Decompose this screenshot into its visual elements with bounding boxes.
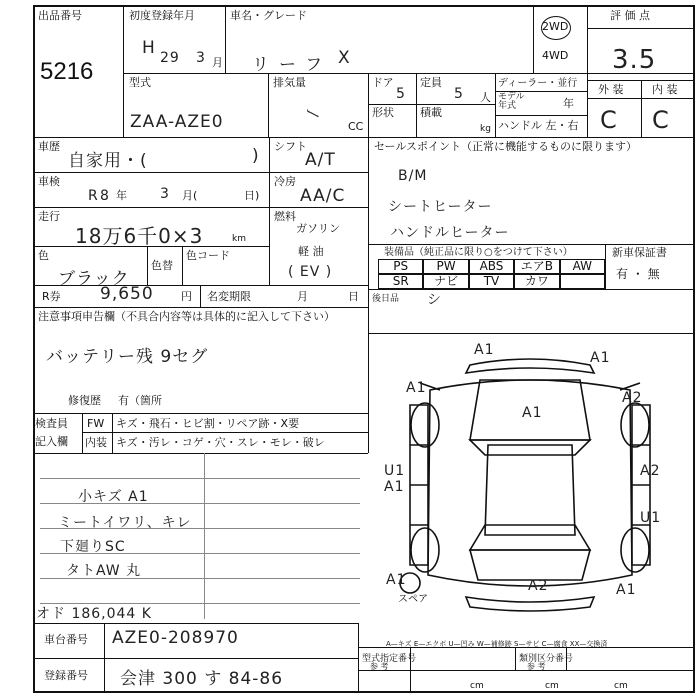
plate-value: 会津 300 す 84-86 (120, 669, 284, 689)
inspection-year: 8 (100, 188, 110, 204)
model-year-unit: 年 (563, 97, 574, 110)
inspection-era: R (88, 188, 99, 204)
mark-front-right: A1 (590, 350, 611, 366)
fuel-label: 燃料 (274, 210, 296, 223)
interior-score: C (652, 106, 670, 134)
sales-point-3: ハンドルヒーター (390, 225, 510, 241)
ac-value: AA/C (300, 186, 346, 206)
grid-line (269, 137, 270, 285)
inspection-year-unit: 年 (116, 189, 127, 202)
grid-line (268, 73, 269, 137)
displacement-value: ー (299, 101, 326, 128)
warranty-label: 新車保証書 (612, 246, 667, 259)
repair-history-label: 修復歴 (68, 394, 101, 407)
cm-3: cm (614, 681, 628, 691)
yen-unit: 円 (181, 290, 192, 303)
fuel-light-oil: 軽 油 (298, 245, 324, 258)
odometer-note: オド 186,044 K (36, 606, 152, 622)
handle-label: ハンドル 左・右 (498, 119, 579, 132)
grid-line (104, 623, 105, 693)
equipment-item: ABS (469, 259, 514, 274)
grid-line (225, 5, 226, 73)
grid-line (123, 5, 124, 137)
repair-history-value: 有（箇所 (118, 394, 162, 407)
score-value: 3.5 (612, 45, 657, 75)
displacement-label: 排気量 (273, 76, 306, 89)
grid-line (358, 623, 359, 693)
sales-point-label: セールスポイント（正常に機能するものに限ります） (374, 140, 638, 153)
ac-label: 冷房 (274, 175, 296, 188)
lot-label: 出品番号 (38, 9, 82, 22)
grid-line (33, 453, 368, 454)
equipment-item: ナビ (423, 274, 468, 289)
type-ref: 参 考 (370, 662, 389, 671)
sales-point-2: シートヒーター (388, 199, 493, 215)
warranty-value: 有 ・ 無 (616, 267, 660, 281)
grid-line (495, 73, 496, 137)
rear-items-label: 後日品 (372, 294, 400, 304)
grid-line (368, 244, 695, 245)
grid-line (368, 73, 369, 137)
grid-line (204, 453, 205, 619)
grid-line (533, 5, 534, 73)
seats-value: 5 (454, 86, 464, 102)
cc-unit: CC (348, 120, 364, 133)
cm-2: cm (545, 681, 559, 691)
inspection-month-unit: 月( (182, 189, 198, 202)
first-registration-year: 29 (160, 50, 180, 66)
fuel-ev: ( EV ) (288, 264, 333, 280)
grid-line (33, 658, 358, 659)
mark-left-side: U1 A1 (384, 463, 406, 495)
grid-line (33, 623, 358, 624)
color-change-label: 色替 (151, 259, 173, 272)
mark-rear-center: A2 (528, 578, 549, 594)
chassis-label: 車台番号 (44, 633, 88, 646)
shift-value: A/T (305, 150, 336, 170)
class-designation-label: 類別区分番号 (519, 654, 574, 664)
grid-line (495, 115, 587, 116)
grid-line (200, 285, 201, 307)
inspector-row2: キズ・汚レ・コゲ・穴・スレ・モレ・破レ (116, 436, 325, 449)
mark-left-fender: A1 (406, 380, 427, 396)
grid-line (33, 207, 368, 208)
color-value: ブラック (58, 269, 130, 289)
history-close: ) (252, 146, 260, 166)
remark-2: ミートイワリ、キレ (58, 515, 192, 531)
shape-label: 形状 (372, 106, 394, 119)
model-value: ZAA-AZE0 (130, 112, 224, 132)
recycle-label: R券 (42, 290, 61, 303)
grid-line (147, 246, 148, 285)
rear-items-value: シ (427, 292, 442, 308)
model-year-label: モデル 年式 (498, 92, 525, 111)
grid-line (112, 413, 113, 453)
inspector-fw: FW (87, 417, 105, 430)
remark-4: タトAW 丸 (66, 563, 142, 579)
lot-number: 5216 (40, 58, 94, 85)
history-label: 車歴 (38, 140, 60, 153)
cm-1: cm (470, 681, 484, 691)
mark-hood: A1 (522, 405, 543, 421)
interior-label: 内 装 (652, 83, 678, 96)
color-label: 色 (38, 249, 49, 262)
spare-label: スペア (398, 594, 428, 605)
km-unit: km (232, 234, 246, 244)
grid-line (368, 307, 369, 453)
inspector-interior: 内装 (85, 436, 107, 449)
equipment-item: カワ (514, 274, 559, 289)
exterior-label: 外 装 (598, 83, 624, 96)
equipment-item: エアB (514, 259, 559, 274)
entry-label: 記入欄 (35, 435, 68, 448)
damage-legend: A—キズ E—エクボ U—凹み W—補修跡 S—サビ C—腐食 XX—交換済 (386, 640, 608, 648)
equipment-item: TV (469, 274, 514, 289)
grid-line (33, 307, 368, 308)
grid-line (587, 28, 695, 29)
grid-line (641, 80, 642, 137)
doors-label: ドア (372, 76, 394, 89)
mileage-value: 18万6千0×3 (75, 224, 204, 248)
mark-right-rear-door: U1 (640, 510, 662, 526)
shift-label: シフト (274, 140, 307, 153)
grid-line (605, 244, 606, 289)
equipment-item: AW (560, 259, 605, 274)
mileage-label: 走行 (38, 210, 60, 223)
mark-right-door: A2 (640, 463, 661, 479)
remark-3: 下廻りSC (60, 539, 126, 555)
drive-4wd: 4WD (542, 49, 569, 62)
name-change-label: 名変期限 (207, 290, 251, 303)
class-ref: 参 考 (527, 662, 546, 671)
grid-line (123, 73, 695, 74)
inspector-label: 検査員 (35, 417, 68, 430)
drive-2wd: 2WD (542, 20, 569, 33)
grid-line (587, 5, 588, 137)
grid-line (82, 413, 83, 453)
first-registration-month: 3 (196, 50, 206, 66)
grid-line (82, 432, 368, 433)
mark-front-left: A1 (474, 342, 495, 358)
equipment-item: PS (378, 259, 423, 274)
seats-unit: 人 (480, 91, 491, 104)
mark-rear-right: A1 (616, 582, 637, 598)
type-designation-label: 型式指定番号 (362, 654, 417, 664)
equipment-item (560, 274, 605, 289)
first-registration-era: H (142, 38, 156, 58)
grid-line (368, 104, 495, 105)
seats-label: 定員 (420, 76, 442, 89)
recycle-value: 9,650 (100, 284, 154, 304)
grid-line (416, 73, 417, 137)
grid-line (33, 172, 368, 173)
remark-1: 小キズ A1 (78, 489, 149, 505)
equipment-label: 装備品（純正品に限り○をつけて下さい） (384, 247, 573, 258)
notes-label: 注意事項申告欄（不具合内容等は具体的に記入して下さい） (38, 310, 335, 323)
chassis-value: AZE0-208970 (112, 628, 239, 648)
load-label: 積載 (420, 106, 442, 119)
name-change-day: 日 (348, 290, 359, 303)
first-registration-label: 初度登録年月 (129, 9, 195, 22)
grid-line (368, 333, 695, 334)
car-name-label: 車名・グレード (230, 9, 307, 22)
fuel-gasoline: ガソリン (296, 222, 340, 235)
grade-value: X (338, 48, 351, 68)
grid-line (33, 413, 368, 414)
equipment-item: PW (423, 259, 468, 274)
grid-line (368, 289, 695, 290)
color-code-label: 色コード (186, 249, 230, 262)
dealer-label: ディーラー・並行 (498, 78, 578, 89)
inspection-label: 車検 (38, 175, 60, 188)
score-label: 評 価 点 (610, 9, 650, 22)
month-unit: 月 (212, 56, 223, 69)
grid-line (368, 137, 369, 333)
exterior-score: C (600, 106, 618, 134)
car-name-value: リーフ (252, 55, 333, 75)
name-change-month: 月 (297, 290, 308, 303)
grid-line (182, 246, 183, 285)
model-label: 型式 (129, 76, 151, 89)
equipment-item: SR (378, 274, 423, 289)
inspection-month: 3 (160, 186, 170, 202)
kg-unit: kg (480, 124, 491, 134)
inspection-day-unit: 日) (244, 189, 260, 202)
grid-line (515, 647, 516, 670)
doors-value: 5 (396, 86, 406, 102)
plate-label: 登録番号 (44, 669, 88, 682)
sales-point-1: B/M (398, 168, 428, 184)
notes-value: バッテリー残 9セグ (46, 347, 209, 367)
mark-rear-left: A1 (386, 572, 407, 588)
history-value: 自家用・( (68, 151, 148, 171)
inspector-row1: キズ・飛石・ヒビ割・リペア跡・X要 (116, 417, 300, 430)
grid-line (33, 137, 695, 138)
mark-right-fender: A2 (622, 390, 643, 406)
grid-line (40, 478, 360, 479)
equipment-grid (378, 259, 605, 289)
